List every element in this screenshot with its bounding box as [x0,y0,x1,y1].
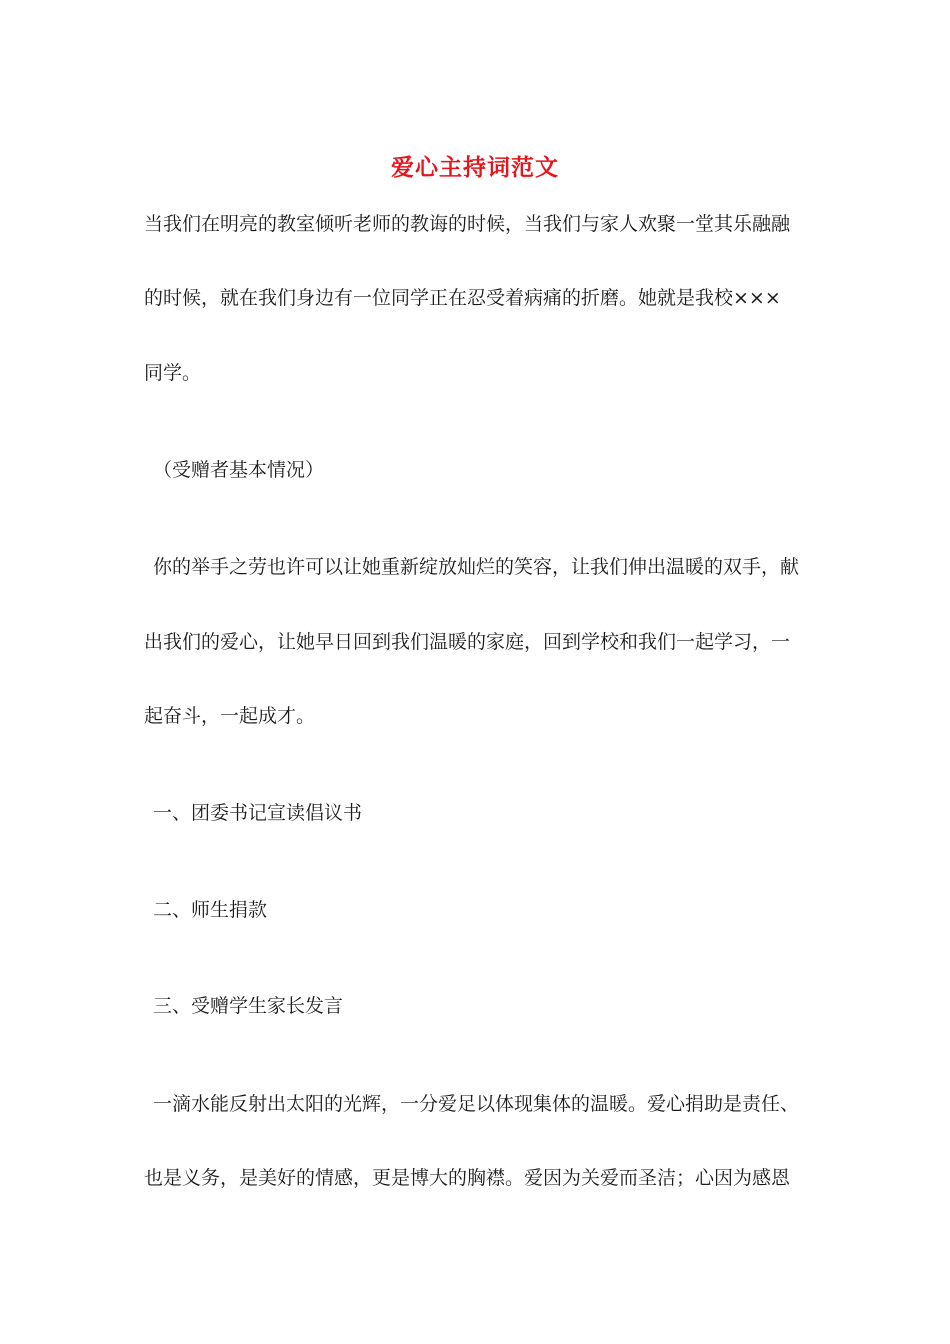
paragraph-1-line-1: 当我们在明亮的教室倾听老师的教诲的时候，当我们与家人欢聚一堂其乐融融 [144,213,791,235]
paragraph-2-line-3: 起奋斗，一起成才。 [144,705,316,727]
recipient-note: （受赠者基本情况） [153,459,325,481]
paragraph-2-line-1: 你的举手之劳也许可以让她重新绽放灿烂的笑容，让我们伸出温暖的双手，献 [153,556,800,578]
step-item-1: 一、团委书记宣读倡议书 [153,802,363,824]
step-item-2: 二、师生捐款 [153,899,268,921]
paragraph-3-line-1: 一滴水能反射出太阳的光辉，一分爱足以体现集体的温暖。爱心捐助是责任、 [153,1093,800,1115]
document-title: 爱心主持词范文 [391,154,559,181]
step-item-3: 三、受赠学生家长发言 [153,995,344,1017]
paragraph-1-line-3: 同学。 [144,362,202,384]
paragraph-1-line-2: 的时候，就在我们身边有一位同学正在忍受着病痛的折磨。她就是我校××× [144,287,781,309]
paragraph-3-line-2: 也是义务，是美好的情感，更是博大的胸襟。爱因为关爱而圣洁；心因为感恩 [144,1167,791,1189]
paragraph-2-line-2: 出我们的爱心，让她早日回到我们温暖的家庭，回到学校和我们一起学习，一 [144,631,791,653]
